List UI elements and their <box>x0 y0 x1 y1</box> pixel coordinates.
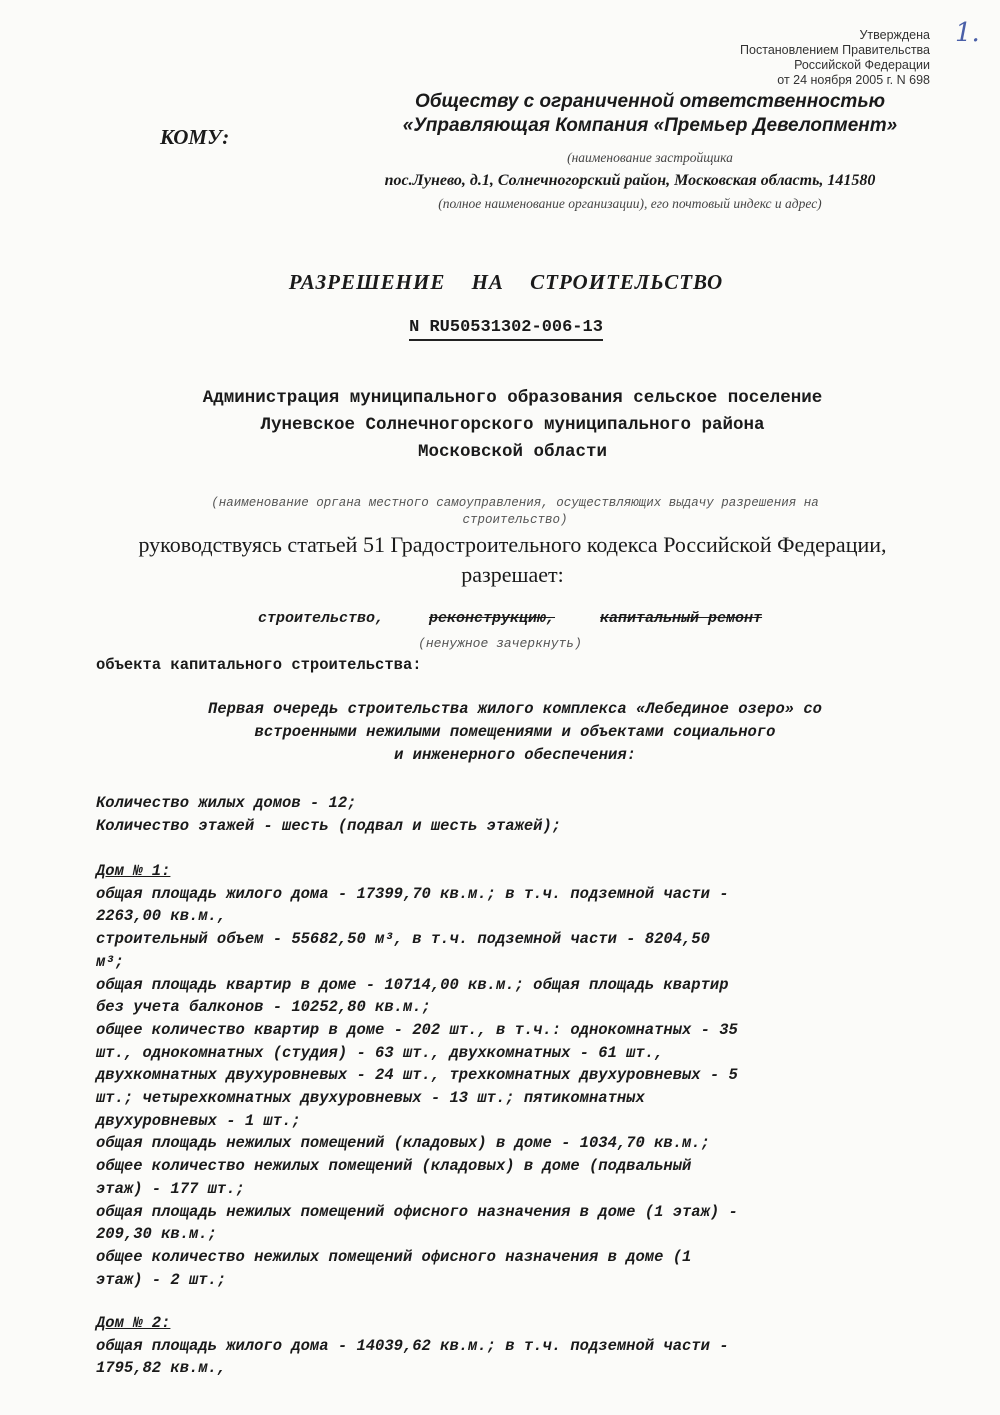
work-type-options <box>0 610 1000 627</box>
option-reconstruction-struck: реконструкцию, <box>428 610 556 627</box>
approval-stamp <box>740 28 930 88</box>
authority-line: Московской области <box>417 442 608 462</box>
object-counts <box>96 792 956 837</box>
company-line: «Управляющая Компания «Премьер Девелопмент» <box>402 115 898 136</box>
authority-line: Луневское Солнечногорского муниципального района <box>260 415 765 435</box>
caption-line: строительство) <box>462 513 568 527</box>
company-caption: (наименование застройщика <box>567 150 733 165</box>
options-caption: (ненужное зачеркнуть) <box>418 636 582 651</box>
issuing-authority <box>80 385 945 466</box>
title-word: РАЗРЕШЕНИЕ <box>288 270 446 294</box>
house-line: м³; <box>96 952 124 971</box>
option-construction: строительство, <box>257 610 384 627</box>
company-line: Обществу с ограниченной ответственностью <box>414 91 886 112</box>
house-line: общая площадь нежилых помещений (кладовых) в доме - 1034,70 кв.м.; <box>96 1134 710 1153</box>
title-word: НА <box>471 270 504 294</box>
legal-basis-line: разрешает: <box>461 562 564 587</box>
permit-number-text: N RU50531302-006-13 <box>409 318 603 341</box>
approval-line: от 24 ноября 2005 г. N 698 <box>777 73 930 87</box>
house-line: общая площадь жилого дома - 14039,62 кв.м.; в т.ч. подземной части - <box>96 1336 729 1355</box>
document-title <box>0 270 1000 295</box>
address-caption: (полное наименование организации), его почтовый индекс и адрес) <box>438 196 822 211</box>
title-word: СТРОИТЕЛЬСТВО <box>530 270 724 294</box>
approval-line: Постановлением Правительства <box>740 43 930 57</box>
option-repair-struck: капитальный ремонт <box>600 610 763 627</box>
authority-line: Администрация муниципального образования сельское поселение <box>202 388 823 408</box>
authority-caption <box>90 495 940 529</box>
object-name-line: встроенными нежилыми помещениями и объектами социального <box>254 723 776 741</box>
object-name-line: Первая очередь строительства жилого комплекса «Лебединое озеро» со <box>208 700 822 718</box>
recipient-label: КОМУ: <box>160 125 230 149</box>
house-line: общее количество квартир в доме - 202 шт., в т.ч.: однокомнатных - 35 <box>96 1020 738 1039</box>
house-line: общая площадь нежилых помещений офисного назначения в доме (1 этаж) - <box>96 1202 738 1221</box>
object-name <box>80 698 950 767</box>
count-houses: Количество жилых домов - 12; <box>96 794 357 812</box>
house-line: шт.; четырехкомнатных двухуровневых - 13 шт.; пятикомнатных <box>96 1089 645 1108</box>
house-line: общее количество нежилых помещений офисного назначения в доме (1 <box>96 1247 692 1266</box>
count-floors: Количество этажей - шесть (подвал и шесть этажей); <box>96 816 562 835</box>
house-1-section <box>96 860 956 1291</box>
object-label: объекта капитального строительства: <box>96 656 422 674</box>
house-line: 209,30 кв.м.; <box>96 1225 217 1244</box>
house-line: этаж) - 2 шт.; <box>96 1270 227 1289</box>
house-line: шт., однокомнатных (студия) - 63 шт., двухкомнатных - 61 шт., <box>96 1043 664 1062</box>
house-2-section <box>96 1312 956 1380</box>
approval-line: Утверждена <box>859 28 930 42</box>
house-line: 2263,00 кв.м., <box>96 907 227 926</box>
legal-basis-line: руководствуясь статьей 51 Градостроительного кодекса Российской Федерации, <box>138 532 887 557</box>
handwritten-page-number: 1. <box>955 18 980 48</box>
recipient-company <box>370 90 930 138</box>
house-line: двухуровневых - 1 шт.; <box>96 1111 301 1130</box>
house-heading: Дом № 1: <box>96 862 171 880</box>
permit-number <box>0 318 1000 337</box>
house-line: общая площадь жилого дома - 17399,70 кв.м.; в т.ч. подземной части - <box>96 884 729 903</box>
house-line: общая площадь квартир в доме - 10714,00 кв.м.; общая площадь квартир <box>96 975 729 994</box>
house-line: этаж) - 177 шт.; <box>96 1179 245 1198</box>
recipient-address: пос.Лунево, д.1, Солнечногорский район, Московская область, 141580 <box>384 172 876 189</box>
legal-basis <box>80 530 945 590</box>
approval-line: Российской Федерации <box>794 58 930 72</box>
house-heading: Дом № 2: <box>96 1314 171 1332</box>
house-line: 1795,82 кв.м., <box>96 1359 227 1378</box>
house-line: двухкомнатных двухуровневых - 24 шт., трехкомнатных двухуровневых - 5 <box>96 1066 738 1085</box>
house-line: без учета балконов - 10252,80 кв.м.; <box>96 998 431 1017</box>
house-line: строительный объем - 55682,50 м³, в т.ч. подземной части - 8204,50 <box>96 930 710 949</box>
caption-line: (наименование органа местного самоуправления, осуществляющих выдачу разрешения на <box>211 496 819 510</box>
house-line: общее количество нежилых помещений (кладовых) в доме (подвальный <box>96 1157 692 1176</box>
object-name-line: и инженерного обеспечения: <box>394 746 636 764</box>
